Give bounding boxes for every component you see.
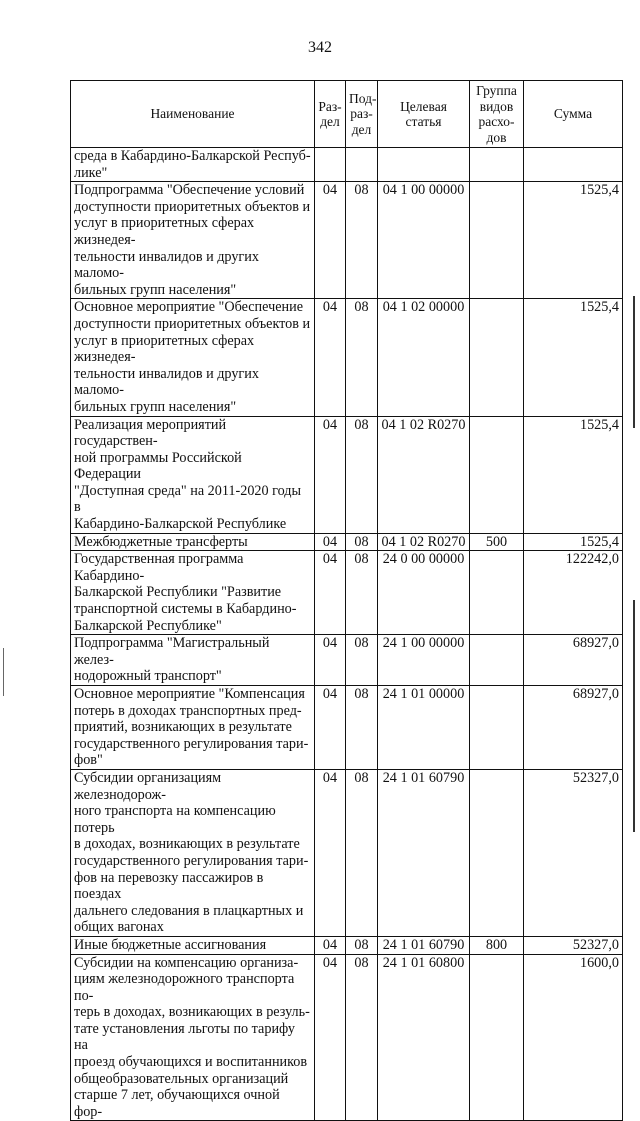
cell-section: 04 xyxy=(315,299,346,416)
cell-group xyxy=(470,299,524,416)
cell-subsection: 08 xyxy=(346,954,378,1121)
cell-sum: 52327,0 xyxy=(524,936,623,954)
cell-group xyxy=(470,416,524,533)
cell-name: Подпрограмма "Обеспечение условий доступности приоритетных объектов и услуг в приоритетных сферах жизнедея- тельности инвалидов и других маломо- бильных групп населения" xyxy=(71,182,315,299)
cell-target: 24 1 01 00000 xyxy=(378,686,470,770)
cell-section: 04 xyxy=(315,635,346,686)
cell-sum: 1525,4 xyxy=(524,533,623,551)
cell-target xyxy=(378,148,470,182)
cell-group: 500 xyxy=(470,533,524,551)
cell-name: Иные бюджетные ассигнования xyxy=(71,936,315,954)
header-subsection: Под- раз- дел xyxy=(346,81,378,148)
cell-name: Субсидии на компенсацию организа- циям железнодорожного транспорта по- терь в доходах, возникающих в резуль- тате установления льготы по тарифу на проезд обучающихся и воспитанников общеобразовательных организаций старше 7 лет, обучающихся очной фор- xyxy=(71,954,315,1121)
header-target: Целевая статья xyxy=(378,81,470,148)
header-section: Раз- дел xyxy=(315,81,346,148)
cell-sum xyxy=(524,148,623,182)
header-name: Наименование xyxy=(71,81,315,148)
cell-subsection: 08 xyxy=(346,769,378,936)
cell-group xyxy=(470,769,524,936)
cell-sum: 68927,0 xyxy=(524,635,623,686)
header-group: Группа видов расхо- дов xyxy=(470,81,524,148)
cell-name: Основное мероприятие "Обеспечение доступности приоритетных объектов и услуг в приоритетных сферах жизнедея- тельности инвалидов и других маломо- бильных групп населения" xyxy=(71,299,315,416)
cell-name: Субсидии организациям железнодорож- ного транспорта на компенсацию потерь в доходах, возникающих в результате государственного регулирования тари- фов на перевозку пассажиров в поездах дальнего следования в плацкартных и общих вагонах xyxy=(71,769,315,936)
header-sum: Сумма xyxy=(524,81,623,148)
cell-subsection: 08 xyxy=(346,936,378,954)
table-header-row xyxy=(71,81,623,148)
cell-target: 04 1 02 00000 xyxy=(378,299,470,416)
cell-target: 24 1 01 60790 xyxy=(378,769,470,936)
table-row xyxy=(71,533,623,551)
cell-name: Подпрограмма "Магистральный желез- нодорожный транспорт" xyxy=(71,635,315,686)
scan-edge-mark xyxy=(633,296,635,428)
cell-section xyxy=(315,148,346,182)
cell-name: Реализация мероприятий государствен- ной программы Российской Федерации "Доступная среда" на 2011-2020 годы в Кабардино-Балкарской Республике xyxy=(71,416,315,533)
table-row xyxy=(71,299,623,416)
cell-sum: 1525,4 xyxy=(524,182,623,299)
cell-section: 04 xyxy=(315,936,346,954)
cell-section: 04 xyxy=(315,954,346,1121)
cell-group xyxy=(470,148,524,182)
cell-name: Основное мероприятие "Компенсация потерь в доходах транспортных пред- приятий, возникающих в результате государственного регулирования тари- фов" xyxy=(71,686,315,770)
cell-target: 24 0 00 00000 xyxy=(378,551,470,635)
cell-target: 04 1 02 R0270 xyxy=(378,416,470,533)
cell-sum: 1525,4 xyxy=(524,299,623,416)
cell-group xyxy=(470,954,524,1121)
cell-subsection: 08 xyxy=(346,551,378,635)
table-row xyxy=(71,635,623,686)
cell-section: 04 xyxy=(315,416,346,533)
scan-edge-mark xyxy=(633,600,635,832)
cell-group: 800 xyxy=(470,936,524,954)
cell-group xyxy=(470,551,524,635)
table-row xyxy=(71,936,623,954)
cell-subsection: 08 xyxy=(346,533,378,551)
cell-subsection: 08 xyxy=(346,182,378,299)
cell-name: Государственная программа Кабардино- Балкарской Республики "Развитие транспортной системы в Кабардино- Балкарской Республике" xyxy=(71,551,315,635)
table-row xyxy=(71,954,623,1121)
cell-section: 04 xyxy=(315,533,346,551)
cell-sum: 1600,0 xyxy=(524,954,623,1121)
cell-subsection xyxy=(346,148,378,182)
cell-section: 04 xyxy=(315,551,346,635)
cell-target: 04 1 02 R0270 xyxy=(378,533,470,551)
budget-table xyxy=(70,80,623,1121)
cell-section: 04 xyxy=(315,686,346,770)
cell-target: 24 1 01 60790 xyxy=(378,936,470,954)
cell-section: 04 xyxy=(315,769,346,936)
cell-sum: 52327,0 xyxy=(524,769,623,936)
cell-subsection: 08 xyxy=(346,635,378,686)
scan-edge-mark xyxy=(3,648,4,696)
cell-sum: 68927,0 xyxy=(524,686,623,770)
cell-name: Межбюджетные трансферты xyxy=(71,533,315,551)
cell-sum: 1525,4 xyxy=(524,416,623,533)
cell-subsection: 08 xyxy=(346,686,378,770)
table-row xyxy=(71,551,623,635)
cell-name: среда в Кабардино-Балкарской Респуб- лике" xyxy=(71,148,315,182)
table-row xyxy=(71,686,623,770)
page-number: 342 xyxy=(308,39,332,56)
cell-subsection: 08 xyxy=(346,416,378,533)
cell-target: 04 1 00 00000 xyxy=(378,182,470,299)
cell-group xyxy=(470,182,524,299)
cell-target: 24 1 01 60800 xyxy=(378,954,470,1121)
cell-section: 04 xyxy=(315,182,346,299)
cell-sum: 122242,0 xyxy=(524,551,623,635)
cell-subsection: 08 xyxy=(346,299,378,416)
table-row xyxy=(71,148,623,182)
table-row xyxy=(71,416,623,533)
cell-target: 24 1 00 00000 xyxy=(378,635,470,686)
table-row xyxy=(71,182,623,299)
table-row xyxy=(71,769,623,936)
cell-group xyxy=(470,686,524,770)
cell-group xyxy=(470,635,524,686)
